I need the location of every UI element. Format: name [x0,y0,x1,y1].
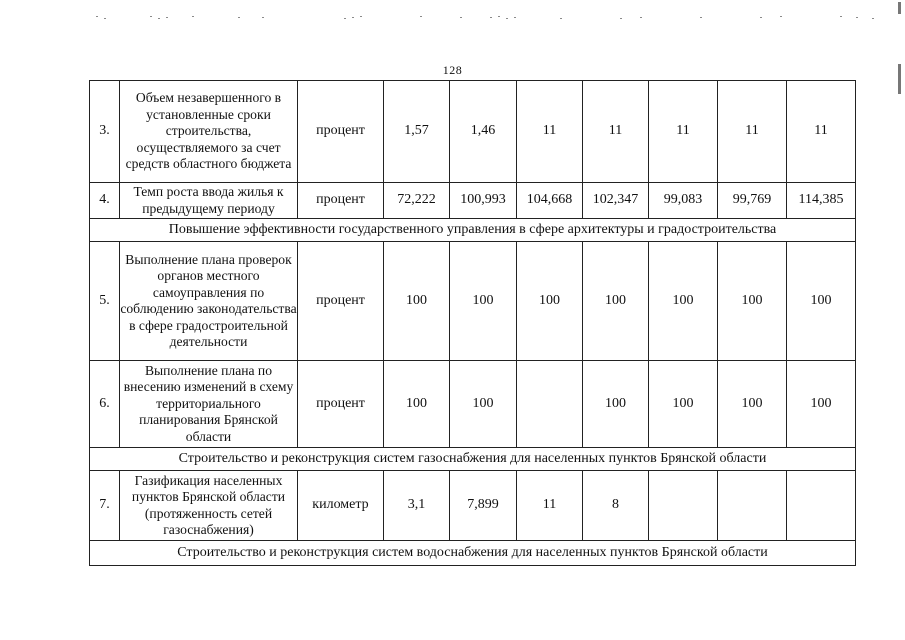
table-row [90,471,856,541]
section-heading: Строительство и реконструкция систем газоснабжения для населенных пунктов Брянской области [90,448,856,471]
value-cell: 11 [583,81,649,183]
scan-dot [780,16,782,17]
value-cell: 7,899 [450,471,517,541]
section-heading: Повышение эффективности государственного управления в сфере архитектуры и градостроительства [90,219,856,242]
scan-dot [238,17,240,18]
table-row [90,81,856,183]
section-heading: Строительство и реконструкция систем водоснабжения для населенных пунктов Брянской области [90,541,856,566]
scan-dot [856,17,858,18]
scan-artifact-dots [0,6,905,26]
value-cell: 100 [718,361,787,448]
table-row [90,361,856,448]
unit-cell: процент [298,361,384,448]
value-cell: 100 [450,361,517,448]
unit-cell: процент [298,81,384,183]
scan-dot [262,17,264,18]
scan-dot [360,16,362,17]
value-cell: 11 [517,81,583,183]
value-cell: 11 [649,81,718,183]
value-cell: 1,46 [450,81,517,183]
unit-cell: километр [298,471,384,541]
indicator-name: Объем незавершенного в установленные сроки строительства, осуществляемого за счет средств областного бюджета [120,81,298,183]
value-cell: 1,57 [384,81,450,183]
indicator-name: Темп роста ввода жилья к предыдущему периоду [120,183,298,219]
value-cell: 8 [583,471,649,541]
scan-dot [460,17,462,18]
value-cell: 11 [718,81,787,183]
value-cell: 11 [517,471,583,541]
value-cell [517,361,583,448]
value-cell: 100,993 [450,183,517,219]
scan-dot [514,17,516,18]
section-row [90,541,856,566]
row-number: 6. [90,361,120,448]
scan-dot [96,16,98,17]
scan-dot [700,17,702,18]
page-number: 128 [442,63,463,77]
section-row [90,219,856,242]
row-number: 3. [90,81,120,183]
indicator-name: Выполнение плана проверок органов местного самоуправления по соблюдению законодательства в сфере градостроительной деятельности [120,242,298,361]
scan-dot [872,18,874,19]
scan-dot [760,17,762,18]
value-cell: 102,347 [583,183,649,219]
indicator-name: Газификация населенных пунктов Брянской области (протяженность сетей газоснабжения) [120,471,298,541]
scan-dot [420,16,422,17]
value-cell: 100 [649,242,718,361]
scan-dot [104,18,106,19]
row-number: 5. [90,242,120,361]
value-cell: 100 [718,242,787,361]
value-cell: 100 [517,242,583,361]
scan-dot [166,17,168,18]
value-cell: 100 [450,242,517,361]
table-row [90,183,856,219]
value-cell: 100 [384,361,450,448]
value-cell: 100 [384,242,450,361]
scan-dot [150,16,152,17]
section-row [90,448,856,471]
value-cell [718,471,787,541]
scan-dot [840,16,842,17]
scan-edge-mark [898,2,901,14]
value-cell: 100 [787,242,856,361]
table-row [90,242,856,361]
indicators-table [89,80,856,566]
scan-dot [640,17,642,18]
scan-dot [344,18,346,19]
value-cell: 100 [583,242,649,361]
scan-dot [620,18,622,19]
value-cell [649,471,718,541]
value-cell: 114,385 [787,183,856,219]
value-cell: 11 [787,81,856,183]
value-cell: 3,1 [384,471,450,541]
unit-cell: процент [298,242,384,361]
value-cell: 100 [583,361,649,448]
scan-dot [498,16,500,17]
scan-dot [560,18,562,19]
unit-cell: процент [298,183,384,219]
value-cell: 99,769 [718,183,787,219]
scan-dot [158,18,160,19]
scan-dot [490,17,492,18]
row-number: 7. [90,471,120,541]
value-cell: 72,222 [384,183,450,219]
value-cell: 100 [787,361,856,448]
value-cell: 100 [649,361,718,448]
scan-dot [192,16,194,17]
value-cell: 99,083 [649,183,718,219]
row-number: 4. [90,183,120,219]
value-cell: 104,668 [517,183,583,219]
scan-dot [506,18,508,19]
value-cell [787,471,856,541]
indicator-name: Выполнение плана по внесению изменений в схему территориального планирования Брянской области [120,361,298,448]
scan-dot [352,17,354,18]
